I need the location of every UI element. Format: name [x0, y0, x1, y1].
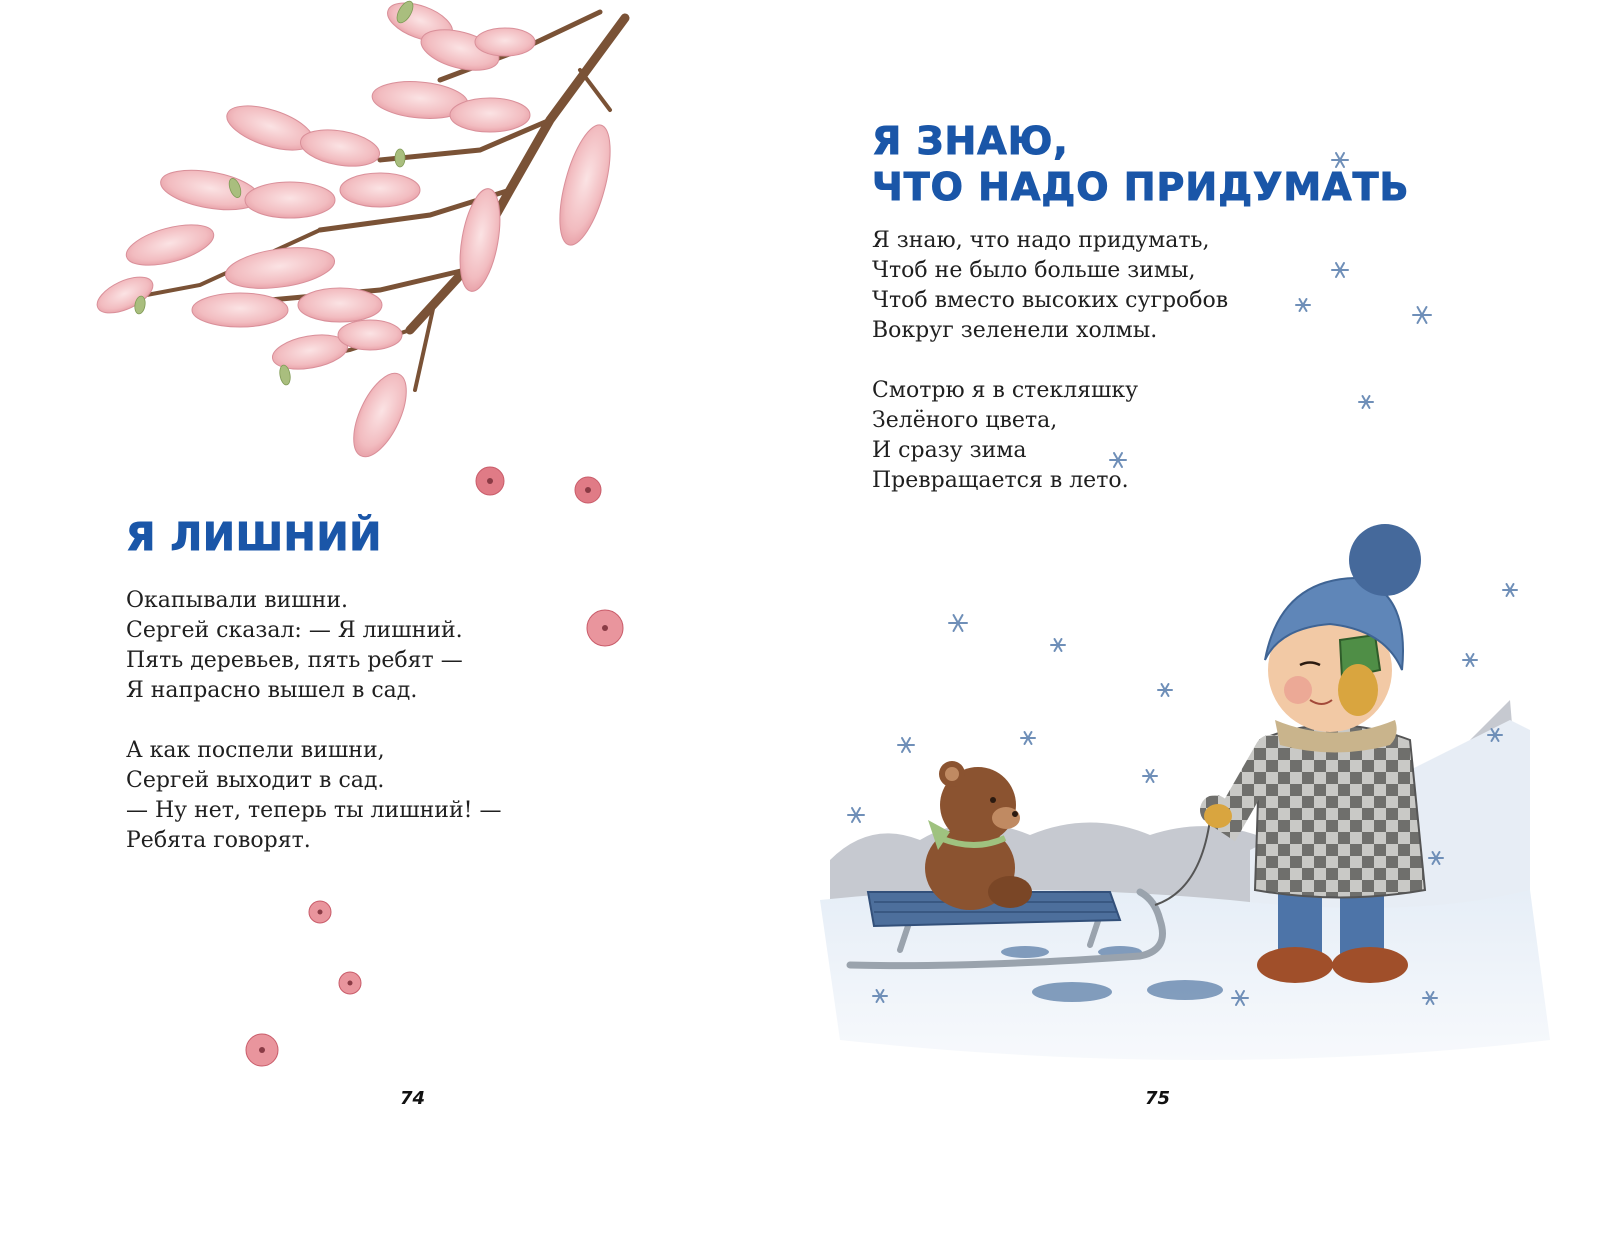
verse-line: Превращается в лето.	[872, 468, 1129, 493]
winter-scene-illustration	[810, 520, 1610, 1080]
verse-line: Я напрасно вышел в сад.	[126, 678, 418, 703]
verse-line: Я знаю, что надо придумать,	[872, 228, 1210, 253]
poem-title-line: Я ЗНАЮ,	[872, 119, 1069, 163]
verse-line: Чтоб не было больше зимы,	[872, 258, 1196, 283]
verse-line: Чтоб вместо высоких сугробов	[872, 288, 1229, 313]
falling-petals-illustration	[230, 590, 650, 1080]
page-number-left: 74	[400, 1088, 426, 1109]
snowflakes-decoration	[810, 140, 1610, 540]
verse-line: Пять деревьев, пять ребят —	[126, 648, 463, 673]
verse-line: Смотрю я в стекляшку	[872, 378, 1139, 403]
verse-line: А как поспели вишни,	[126, 738, 385, 763]
poem-title-ya-lishniy	[126, 514, 382, 560]
verse-line: Ребята говорят.	[126, 828, 311, 853]
verse-line: Сергей выходит в сад.	[126, 768, 385, 793]
verse-line: Вокруг зеленели холмы.	[872, 318, 1158, 343]
page-number-right: 75	[1145, 1088, 1171, 1109]
verse-line: — Ну нет, теперь ты лишний! —	[126, 798, 502, 823]
verse-line: Зелёного цвета,	[872, 408, 1058, 433]
verse-line: Окапывали вишни.	[126, 588, 349, 613]
poem-title-line: ЧТО НАДО ПРИДУМАТЬ	[872, 165, 1410, 209]
poem-title-line: Я ЛИШНИЙ	[126, 515, 383, 559]
right-page	[810, 0, 1620, 1258]
cherry-blossom-branch-illustration	[80, 0, 640, 520]
verse-line: Сергей сказал: — Я лишний.	[126, 618, 463, 643]
verse-line: И сразу зима	[872, 438, 1027, 463]
